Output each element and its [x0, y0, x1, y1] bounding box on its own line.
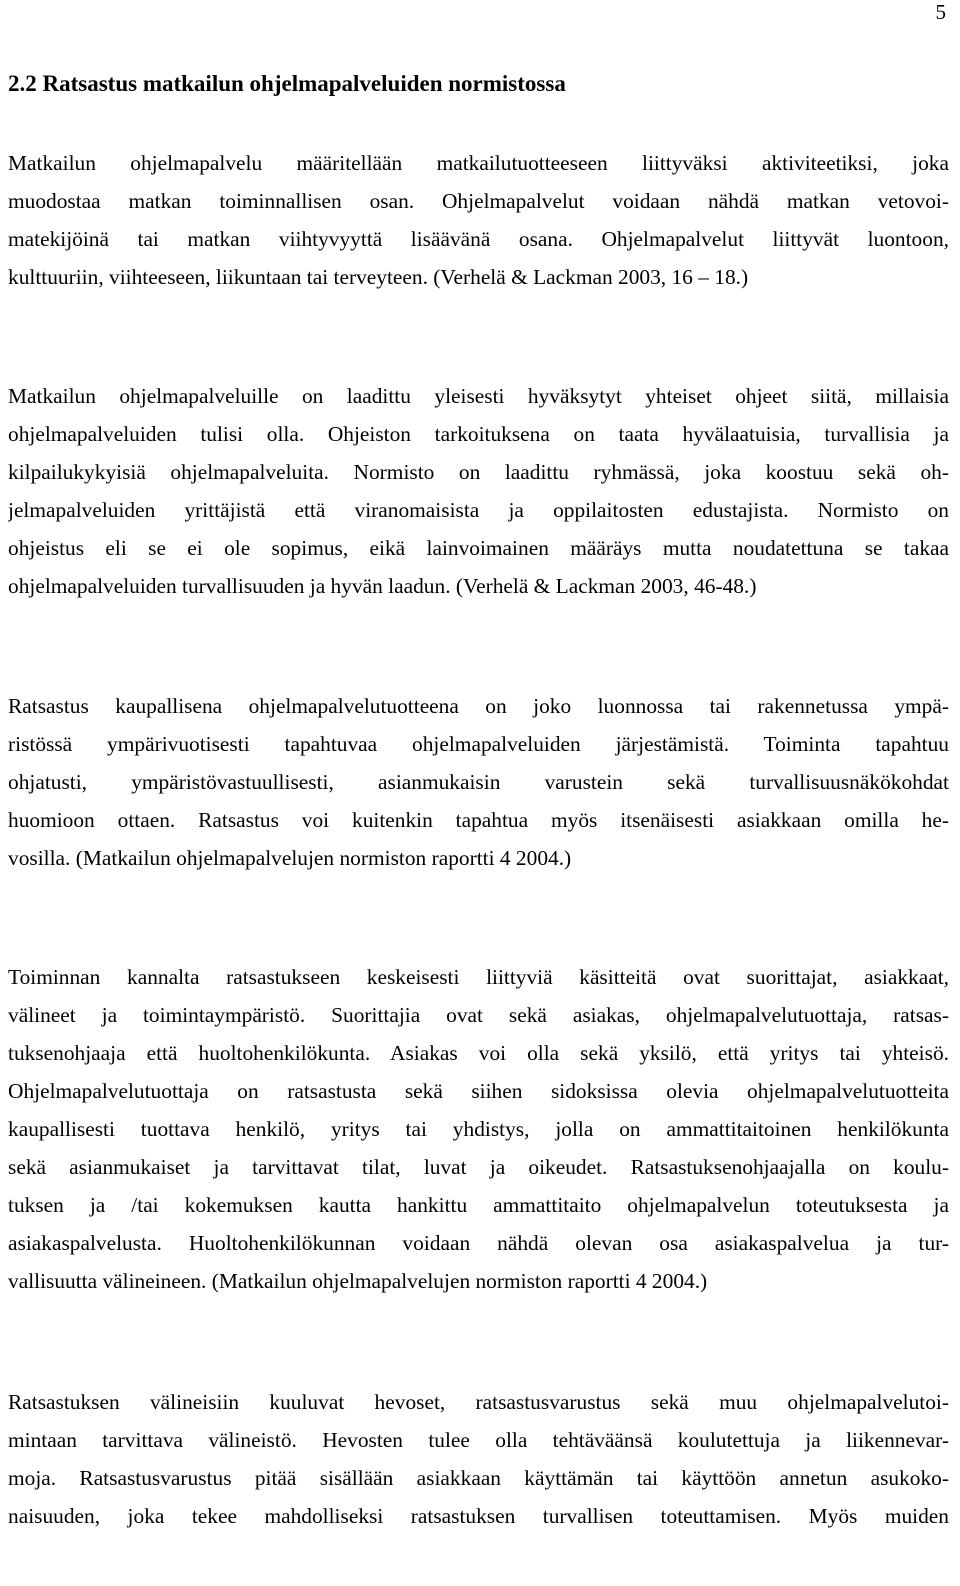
paragraph-line: ohjelmapalveluiden turvallisuuden ja hyvän laadun. (Verhelä & Lackman 2003, 46-48.): [8, 574, 757, 598]
paragraph-riding-as-product: [8, 687, 949, 877]
paragraph-line: Toiminnan kannalta ratsastukseen keskeisesti liittyviä käsitteitä ovat suorittajat, asiakkaat,: [8, 965, 949, 989]
paragraph-guidelines: [8, 377, 949, 605]
paragraph-line: vosilla. (Matkailun ohjelmapalvelujen normiston raportti 4 2004.): [8, 846, 572, 870]
paragraph-program-services-definition: [8, 144, 949, 296]
paragraph-line: Ohjelmapalvelutuottaja on ratsastusta sekä siihen sidoksissa olevia ohjelmapalvelutuotteita: [8, 1079, 949, 1103]
paragraph-line: sekä asianmukaiset ja tarvittavat tilat, luvat ja oikeudet. Ratsastuksenohjaajalla on koulu-: [8, 1155, 949, 1179]
paragraph-line: välineet ja toimintaympäristö. Suorittajia ovat sekä asiakas, ohjelmapalvelutuottaja, ratsas-: [8, 1003, 949, 1027]
paragraph-line: ohjatusti, ympäristövastuullisesti, asianmukaisin varustein sekä turvallisuusnäkökohdat: [8, 770, 949, 794]
paragraph-line: muodostaa matkan toiminnallisen osan. Ohjelmapalvelut voidaan nähdä matkan vetovoi-: [8, 189, 949, 213]
paragraph-riding-equipment: [8, 1383, 949, 1535]
paragraph-line: ristössä ympärivuotisesti tapahtuvaa ohjelmapalveluiden järjestämistä. Toiminta tapahtuu: [8, 732, 949, 756]
paragraph-line: moja. Ratsastusvarustus pitää sisällään asiakkaan käyttämän tai käyttöön annetun asukoko-: [8, 1466, 949, 1490]
paragraph-line: vallisuutta välineineen. (Matkailun ohjelmapalvelujen normiston raportti 4 2004.): [8, 1269, 708, 1293]
paragraph-line: kaupallisesti tuottava henkilö, yritys tai yhdistys, jolla on ammattitaitoinen henkilökunta: [8, 1117, 949, 1141]
page-number: 5: [935, 0, 946, 24]
paragraph-line: jelmapalveluiden yrittäjistä että viranomaisista ja oppilaitosten edustajista. Normisto on: [8, 498, 949, 522]
paragraph-line: matekijöinä tai matkan viihtyvyyttä lisäävänä osana. Ohjelmapalvelut liittyvät luontoon,: [8, 227, 949, 251]
paragraph-line: ohjelmapalveluiden tulisi olla. Ohjeiston tarkoituksena on taata hyvälaatuisia, turvallisia ja: [8, 422, 949, 446]
paragraph-line: Matkailun ohjelmapalvelu määritellään matkailutuotteeseen liittyväksi aktiviteetiksi, joka: [8, 151, 949, 175]
paragraph-line: huomioon ottaen. Ratsastus voi kuitenkin tapahtua myös itsenäisesti asiakkaan omilla he-: [8, 808, 949, 832]
section-heading: 2.2 Ratsastus matkailun ohjelmapalveluiden normistossa: [8, 71, 566, 96]
paragraph-key-concepts: [8, 958, 949, 1300]
paragraph-line: mintaan tarvittava välineistö. Hevosten tulee olla tehtäväänsä koulutettuja ja liikennevar-: [8, 1428, 949, 1452]
paragraph-line: tuksenohjaaja että huoltohenkilökunta. Asiakas voi olla sekä yksilö, että yritys tai yhteisö.: [8, 1041, 949, 1065]
paragraph-line: naisuuden, joka tekee mahdolliseksi ratsastuksen turvallisen toteuttamisen. Myös muiden: [8, 1504, 949, 1528]
paragraph-line: Matkailun ohjelmapalveluille on laadittu yleisesti hyväksytyt yhteiset ohjeet siitä, millaisia: [8, 384, 949, 408]
paragraph-line: tuksen ja /tai kokemuksen kautta hankittu ammattitaito ohjelmapalvelun toteutuksesta ja: [8, 1193, 949, 1217]
paragraph-line: asiakaspalvelusta. Huoltohenkilökunnan voidaan nähdä olevan osa asiakaspalvelua ja tur-: [8, 1231, 949, 1255]
paragraph-line: Ratsastuksen välineisiin kuuluvat hevoset, ratsastusvarustus sekä muu ohjelmapalvelutoi-: [8, 1390, 949, 1414]
paragraph-line: kilpailukykyisiä ohjelmapalveluita. Normisto on laadittu ryhmässä, joka koostuu sekä oh-: [8, 460, 949, 484]
paragraph-line: Ratsastus kaupallisena ohjelmapalvelutuotteena on joko luonnossa tai rakennetussa ympä-: [8, 694, 949, 718]
paragraph-line: kulttuuriin, viihteeseen, liikuntaan tai terveyteen. (Verhelä & Lackman 2003, 16 – 18.): [8, 265, 749, 289]
paragraph-line: ohjeistus eli se ei ole sopimus, eikä lainvoimainen määräys mutta noudatettuna se takaa: [8, 536, 949, 560]
